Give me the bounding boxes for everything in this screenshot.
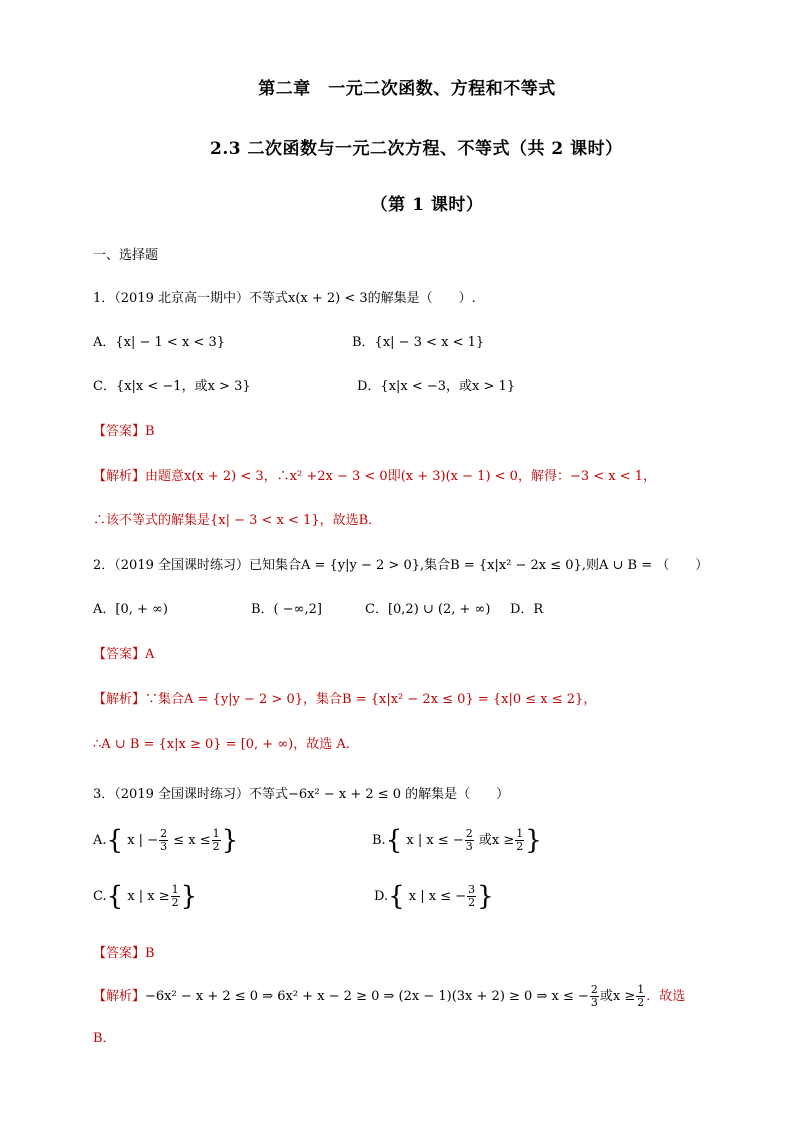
q1-analysis-label: 【解析】	[93, 469, 146, 484]
q3-option-c-prefix: C.	[93, 889, 107, 904]
q2-option-b: B．( −∞,2]	[251, 602, 322, 617]
right-brace-icon: }	[525, 825, 542, 856]
q1-analysis-line2: ∴该不等式的解集是{x| − 3 < x < 1}，故选B．	[93, 513, 382, 528]
q3-option-b-frac2: $\frac{1}{2}$	[516, 827, 524, 853]
q3-option-d-frac: $\frac{3}{2}$	[468, 883, 476, 909]
q3-analysis-frac2: $\frac{1}{2}$	[637, 983, 645, 1009]
q2-stem: 2．（2019 全国课时练习）已知集合A = {y|y − 2 > 0},集合B = {x|x² − 2x ≤ 0},则A ∪ B = （ ）	[93, 558, 709, 573]
q1-stem: 1．（2019 北京高一期中）不等式x(x + 2) < 3的解集是（ ）.	[93, 291, 476, 306]
q2-analysis-text1: ∵集合A = {y|y − 2 > 0}，集合B = {x|x² − 2x ≤ 0} = {x|0 ≤ x ≤ 2}，	[145, 692, 597, 707]
q3-option-b-rel: 或x ≥	[478, 833, 515, 848]
q3-analysis-tail: ．故选	[646, 989, 686, 1004]
q3-option-c	[93, 881, 198, 912]
right-brace-icon: }	[180, 881, 198, 912]
q3-stem: 3．（2019 全国课时练习）不等式−6x² − x + 2 ≤ 0 的解集是（ ）	[93, 787, 510, 802]
q3-analysis-label: 【解析】	[93, 989, 146, 1004]
q2-option-a: A．[0, + ∞)	[93, 602, 168, 617]
q3-analysis-main: −6x² − x + 2 ≤ 0 ⇒ 6x² + x − 2 ≥ 0 ⇒ (2x − 1)(3x + 2) ≥ 0 ⇒ x ≤ −	[145, 989, 589, 1004]
q1-answer	[93, 420, 155, 439]
q3-option-a-prefix: A.	[93, 833, 107, 848]
q3-option-c-mid: x | x ≥	[127, 889, 170, 904]
q3-option-d-prefix: D.	[374, 889, 389, 904]
q3-option-a	[93, 825, 239, 856]
section-title: 2.3 二次函数与一元二次方程、不等式（共 2 课时）	[210, 139, 623, 159]
q3-option-b-prefix: B.	[372, 833, 386, 848]
lesson-title: （第 1 课时）	[370, 195, 484, 215]
q1-analysis-text1: 由题意x(x + 2) < 3，∴x² +2x − 3 < 0即(x + 3)(x − 1) < 0，解得：−3 < x < 1，	[145, 469, 657, 484]
q3-analysis-line1	[93, 984, 685, 1009]
q3-option-b-frac1: $\frac{2}{3}$	[465, 827, 473, 853]
q3-option-d-mid: x | x ≤ −	[408, 889, 467, 904]
q2-answer-label: 【答案】	[93, 647, 146, 662]
q1-option-c: C．{x|x < −1，或x > 3}	[93, 379, 251, 394]
q3-analysis-frac1: $\frac{2}{3}$	[590, 983, 598, 1009]
q2-analysis-line1	[93, 688, 596, 707]
q2-analysis-line2: ∴A ∪ B = {x|x ≥ 0} = [0, + ∞)，故选 A.	[93, 737, 350, 752]
q3-option-a-frac2: $\frac{1}{2}$	[212, 827, 220, 853]
q3-answer-value: B	[145, 946, 155, 961]
q2-answer-value: A	[145, 647, 155, 662]
q1-answer-value: B	[145, 424, 155, 439]
q2-answer	[93, 643, 154, 662]
q3-analysis-mid: 或x ≥	[599, 989, 636, 1004]
q3-answer-label: 【答案】	[93, 946, 146, 961]
q3-option-a-frac1: $\frac{2}{3}$	[160, 827, 168, 853]
q1-option-b: B．{x| − 3 < x < 1}	[352, 335, 485, 350]
q1-option-a: A．{x| − 1 < x < 3}	[93, 335, 225, 350]
q1-answer-label: 【答案】	[93, 424, 146, 439]
left-brace-icon: {	[385, 825, 403, 856]
q3-option-b-mid: x | x ≤ −	[406, 833, 464, 848]
chapter-title: 第二章 一元二次函数、方程和不等式	[258, 79, 556, 99]
q1-option-d: D．{x|x < −3，或x > 1}	[357, 379, 516, 394]
q3-option-d	[374, 881, 494, 912]
q2-analysis-label: 【解析】	[93, 692, 146, 707]
left-brace-icon: {	[388, 881, 405, 912]
q2-option-c: C．[0,2) ∪ (2, + ∞)	[365, 602, 491, 617]
left-brace-icon: {	[106, 881, 124, 912]
section-heading: 一、选择题	[93, 248, 159, 263]
q3-option-a-mid: x | −	[127, 833, 159, 848]
q3-option-b	[372, 825, 542, 856]
right-brace-icon: }	[477, 881, 494, 912]
q2-option-d: D．R	[510, 602, 544, 617]
right-brace-icon: }	[221, 825, 239, 856]
q3-option-c-frac: $\frac{1}{2}$	[171, 883, 179, 909]
q1-analysis-line1	[93, 465, 656, 484]
q3-analysis-line2: B．	[93, 1031, 116, 1046]
left-brace-icon: {	[106, 825, 124, 856]
q3-answer	[93, 942, 155, 961]
q3-option-a-rel: ≤ x ≤	[173, 833, 211, 848]
